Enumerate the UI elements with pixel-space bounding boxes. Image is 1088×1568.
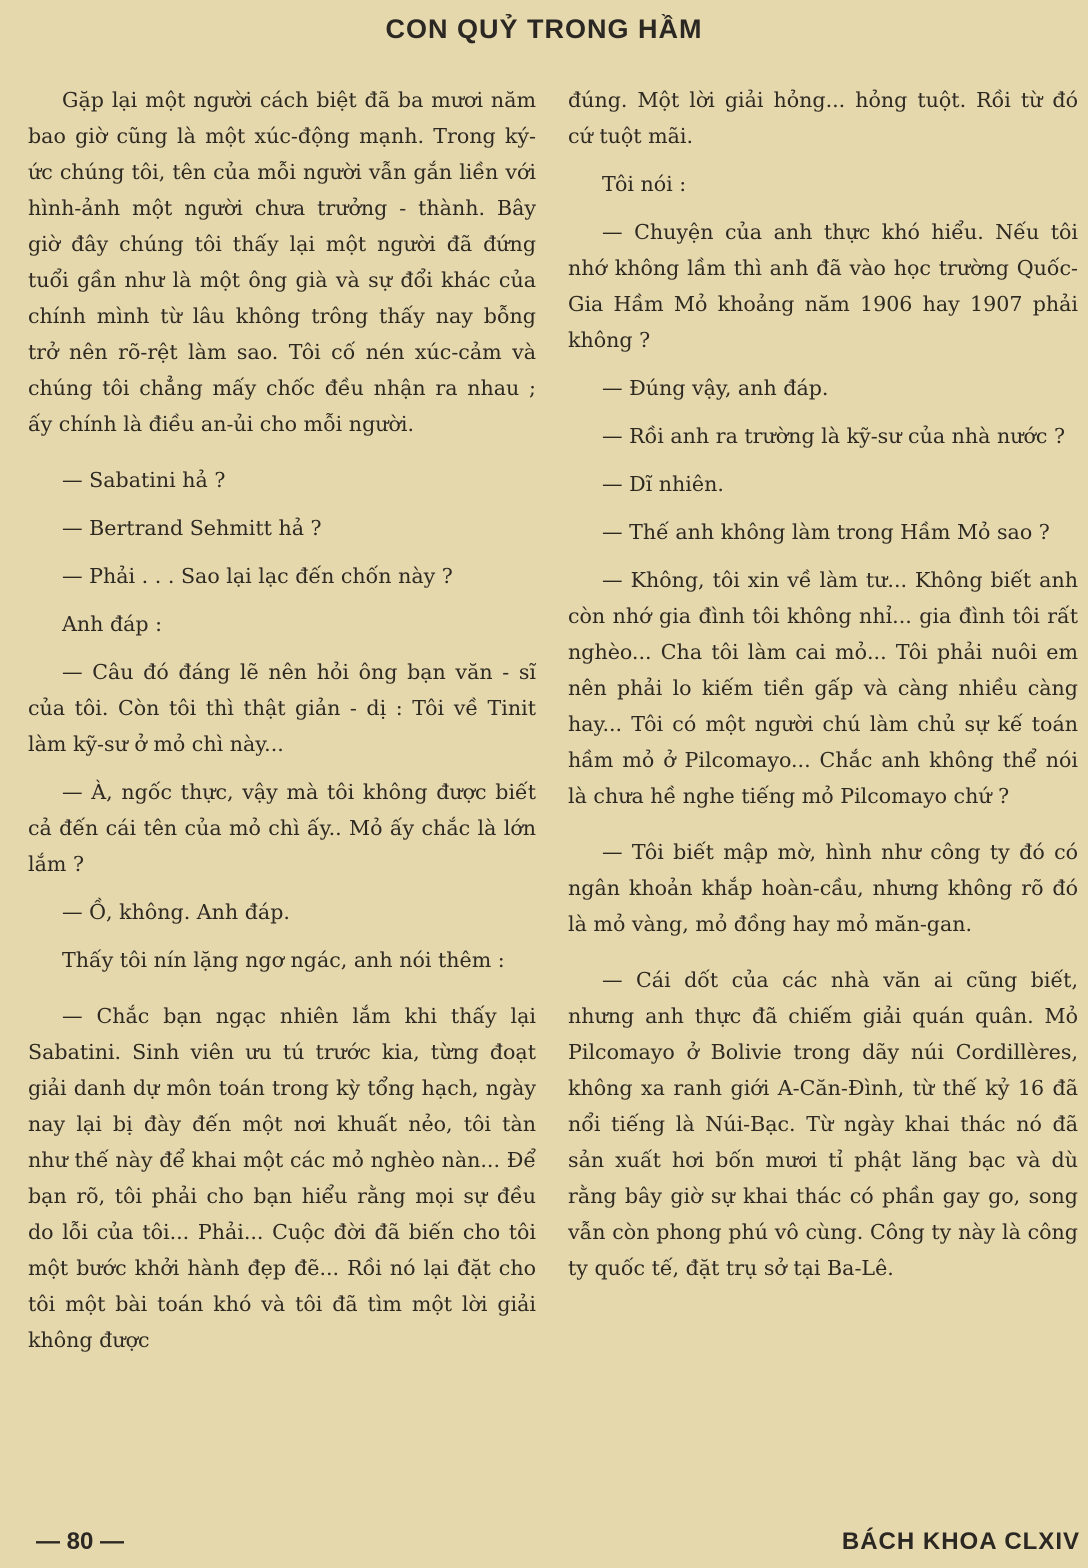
dialogue-line: — Bertrand Sehmitt hả ? [62,516,322,540]
paragraph: Gặp lại một người cách biệt đã ba mươi năm bao giờ cũng là một xúc-động mạnh. Trong ký-ức chúng tôi, tên của mỗi người vẫn gắn liền với hình-ảnh một người chưa trưởng - thành. Bây giờ đây chúng tôi thấy lại một người đã đứng tuổi gần như là một ông già và sự đổi khác của chính mình từ lâu không trông thấy nay bỗng trở nên rõ-rệt làm sao. Tôi cố nén xúc-cảm và chúng tôi chẳng mấy chốc đều nhận ra nhau ; ấy chính là điều an-ủi cho mỗi người. [28,88,536,436]
dialogue-line: Tôi nói : [602,172,687,196]
dialogue-line: — Chuyện của anh thực khó hiểu. Nếu tôi nhớ không lầm thì anh đã vào học trường Quốc-Gia Hầm Mỏ khoảng năm 1906 hay 1907 phải không ? [568,220,1078,352]
page-title: CON QUỶ TRONG HẦM [385,14,703,44]
dialogue-line: — À, ngốc thực, vậy mà tôi không được biết cả đến cái tên của mỏ chì ấy.. Mỏ ấy chắc là lớn lắm ? [28,780,536,876]
dialogue-line: — Không, tôi xin về làm tư... Không biết anh còn nhớ gia đình tôi không nhỉ... gia đình tôi rất nghèo... Cha tôi làm cai mỏ... Tôi phải nuôi em nên phải lo kiếm tiền gấp và càng nhiều càng hay... Tôi có một người chú làm chủ sự kế toán hầm mỏ ở Pilcomayo... Chắc anh không thể nói là chưa hề nghe tiếng mỏ Pilcomayo chứ ? [568,568,1078,808]
dialogue-line: — Đúng vậy, anh đáp. [602,376,829,400]
dialogue-line: — Ồ, không. Anh đáp. [62,900,290,924]
dialogue-line: — Tôi biết mập mờ, hình như công ty đó có ngân khoản khắp hoàn-cầu, nhưng không rõ đó là mỏ vàng, mỏ đồng hay mỏ măn-gan. [568,840,1078,936]
dialogue-line: Anh đáp : [62,612,163,636]
paragraph: đúng. Một lời giải hỏng... hỏng tuột. Rồi từ đó cứ tuột mãi. [568,88,1078,148]
left-column [28,82,536,1358]
paragraph: — Chắc bạn ngạc nhiên lắm khi thấy lại Sabatini. Sinh viên ưu tú trước kia, từng đoạt giải danh dự môn toán trong kỳ tổng hạch, ngày nay lại bị đày đến một nơi khuất nẻo, tôi tàn như thế này để khai một các mỏ nghèo nàn... Để bạn rõ, tôi phải cho bạn hiểu rằng mọi sự đều do lỗi của tôi... Phải... Cuộc đời đã biến cho tôi một bước khởi hành đẹp đẽ... Rồi nó lại đặt cho tôi một bài toán khó và tôi đã tìm một lời giải không được [28,1004,536,1352]
paragraph: Thấy tôi nín lặng ngơ ngác, anh nói thêm : [62,948,505,972]
magazine-footer: BÁCH KHOA CLXIV [841,1528,1080,1555]
dialogue-line: — Câu đó đáng lẽ nên hỏi ông bạn văn - sĩ của tôi. Còn tôi thì thật giản - dị : Tôi về Tinit làm kỹ-sư ở mỏ chì này... [28,660,536,756]
dialogue-line: — Dĩ nhiên. [602,472,724,496]
dialogue-line: — Cái dốt của các nhà văn ai cũng biết, nhưng anh thực đã chiếm giải quán quân. Mỏ Pilcomayo ở Bolivie trong dãy núi Cordillères, không xa ranh giới A-Căn-Đình, từ thế kỷ 16 đã nổi tiếng là Núi-Bạc. Từ ngày khai thác nó đã sản xuất hơi bốn mươi tỉ phật lăng bạc và dù rằng bây giờ sự khai thác có phần gay go, song vẫn còn phong phú vô cùng. Công ty này là công ty quốc tế, đặt trụ sở tại Ba-Lê. [568,968,1078,1280]
dialogue-line: — Phải . . . Sao lại lạc đến chốn này ? [62,564,453,588]
dialogue-line: — Sabatini hả ? [62,468,226,492]
right-column [568,82,1078,1286]
dialogue-line: — Thế anh không làm trong Hầm Mỏ sao ? [602,520,1050,544]
page-number: — 80 — [36,1528,125,1555]
dialogue-line: — Rồi anh ra trường là kỹ-sư của nhà nước ? [602,424,1066,448]
